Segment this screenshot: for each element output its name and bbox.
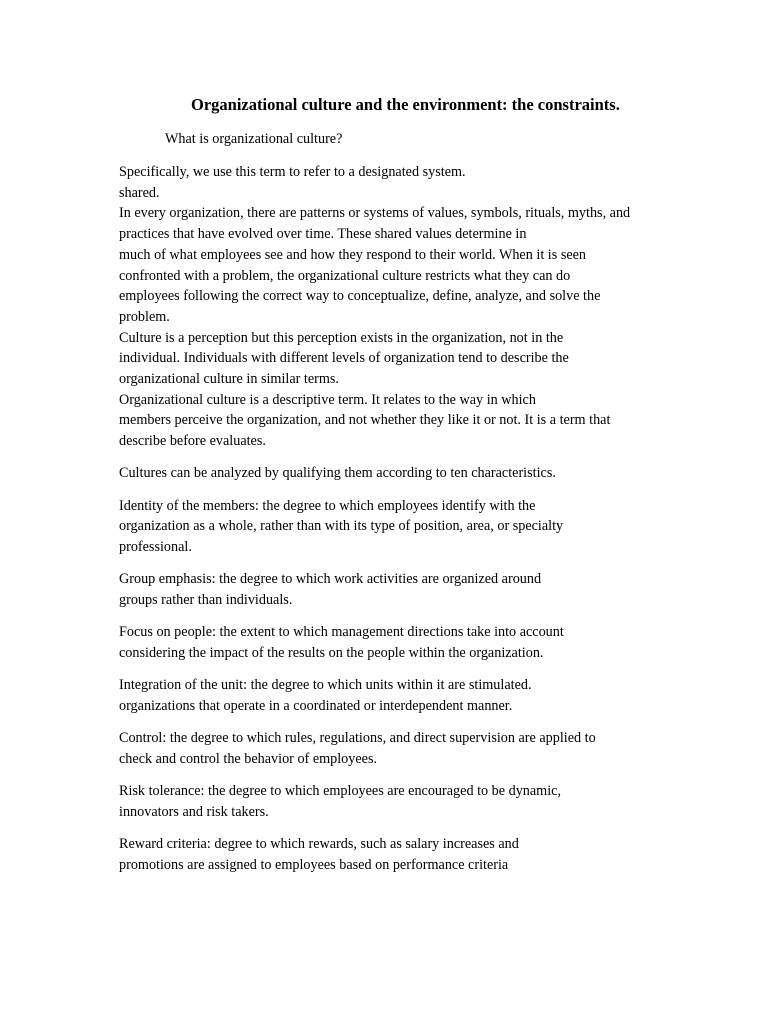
paragraph xyxy=(119,781,679,822)
text-line: Focus on people: the extent to which management directions take into account xyxy=(119,624,564,641)
paragraph xyxy=(119,728,679,769)
document-subtitle: What is organizational culture? xyxy=(165,131,343,147)
text-line: problem. xyxy=(119,308,170,325)
text-line: check and control the behavior of employees. xyxy=(119,751,378,768)
document-title: Organizational culture and the environment: the constraints. xyxy=(191,95,620,114)
text-line: Reward criteria: degree to which rewards, such as salary increases and xyxy=(119,836,519,853)
text-line: Cultures can be analyzed by qualifying them according to ten characteristics. xyxy=(119,465,556,482)
text-line: employees following the correct way to conceptualize, define, analyze, and solve the xyxy=(119,288,601,305)
text-line: professional. xyxy=(119,539,192,556)
text-line: considering the impact of the results on the people within the organization. xyxy=(119,645,544,662)
paragraph xyxy=(119,496,679,558)
paragraph xyxy=(119,463,679,484)
paragraph xyxy=(119,569,679,610)
text-line: shared. xyxy=(119,184,160,201)
text-line: organization as a whole, rather than with its type of position, area, or specialty xyxy=(119,518,564,535)
text-line: members perceive the organization, and not whether they like it or not. It is a term that xyxy=(119,412,611,429)
text-line: Organizational culture is a descriptive term. It relates to the way in which xyxy=(119,391,536,408)
text-line: In every organization, there are patterns or systems of values, symbols, rituals, myths, and xyxy=(119,205,631,222)
paragraph xyxy=(119,622,679,663)
text-line: Identity of the members: the degree to which employees identify with the xyxy=(119,497,536,514)
text-line: organizations that operate in a coordinated or interdependent manner. xyxy=(119,698,513,715)
text-line: much of what employees see and how they respond to their world. When it is seen xyxy=(119,246,587,263)
text-line: practices that have evolved over time. These shared values determine in xyxy=(119,226,527,243)
paragraph xyxy=(119,834,679,875)
text-line: Risk tolerance: the degree to which employees are encouraged to be dynamic, xyxy=(119,783,562,800)
text-line: Control: the degree to which rules, regulations, and direct supervision are applied to xyxy=(119,730,596,747)
text-line: confronted with a problem, the organizational culture restricts what they can do xyxy=(119,267,571,284)
text-line: describe before evaluates. xyxy=(119,433,266,450)
text-line: Culture is a perception but this perception exists in the organization, not in the xyxy=(119,329,564,346)
text-line: Integration of the unit: the degree to which units within it are stimulated. xyxy=(119,677,532,694)
text-line: promotions are assigned to employees based on performance criteria xyxy=(119,857,509,874)
text-line: Group emphasis: the degree to which work activities are organized around xyxy=(119,571,542,588)
text-line: innovators and risk takers. xyxy=(119,804,269,821)
text-line: Specifically, we use this term to refer to a designated system. xyxy=(119,164,466,180)
paragraph xyxy=(119,675,679,716)
text-line: organizational culture in similar terms. xyxy=(119,371,339,388)
text-line: groups rather than individuals. xyxy=(119,592,293,609)
text-line: individual. Individuals with different levels of organization tend to describe the xyxy=(119,350,569,367)
paragraph xyxy=(119,162,679,452)
document-body xyxy=(119,162,679,887)
